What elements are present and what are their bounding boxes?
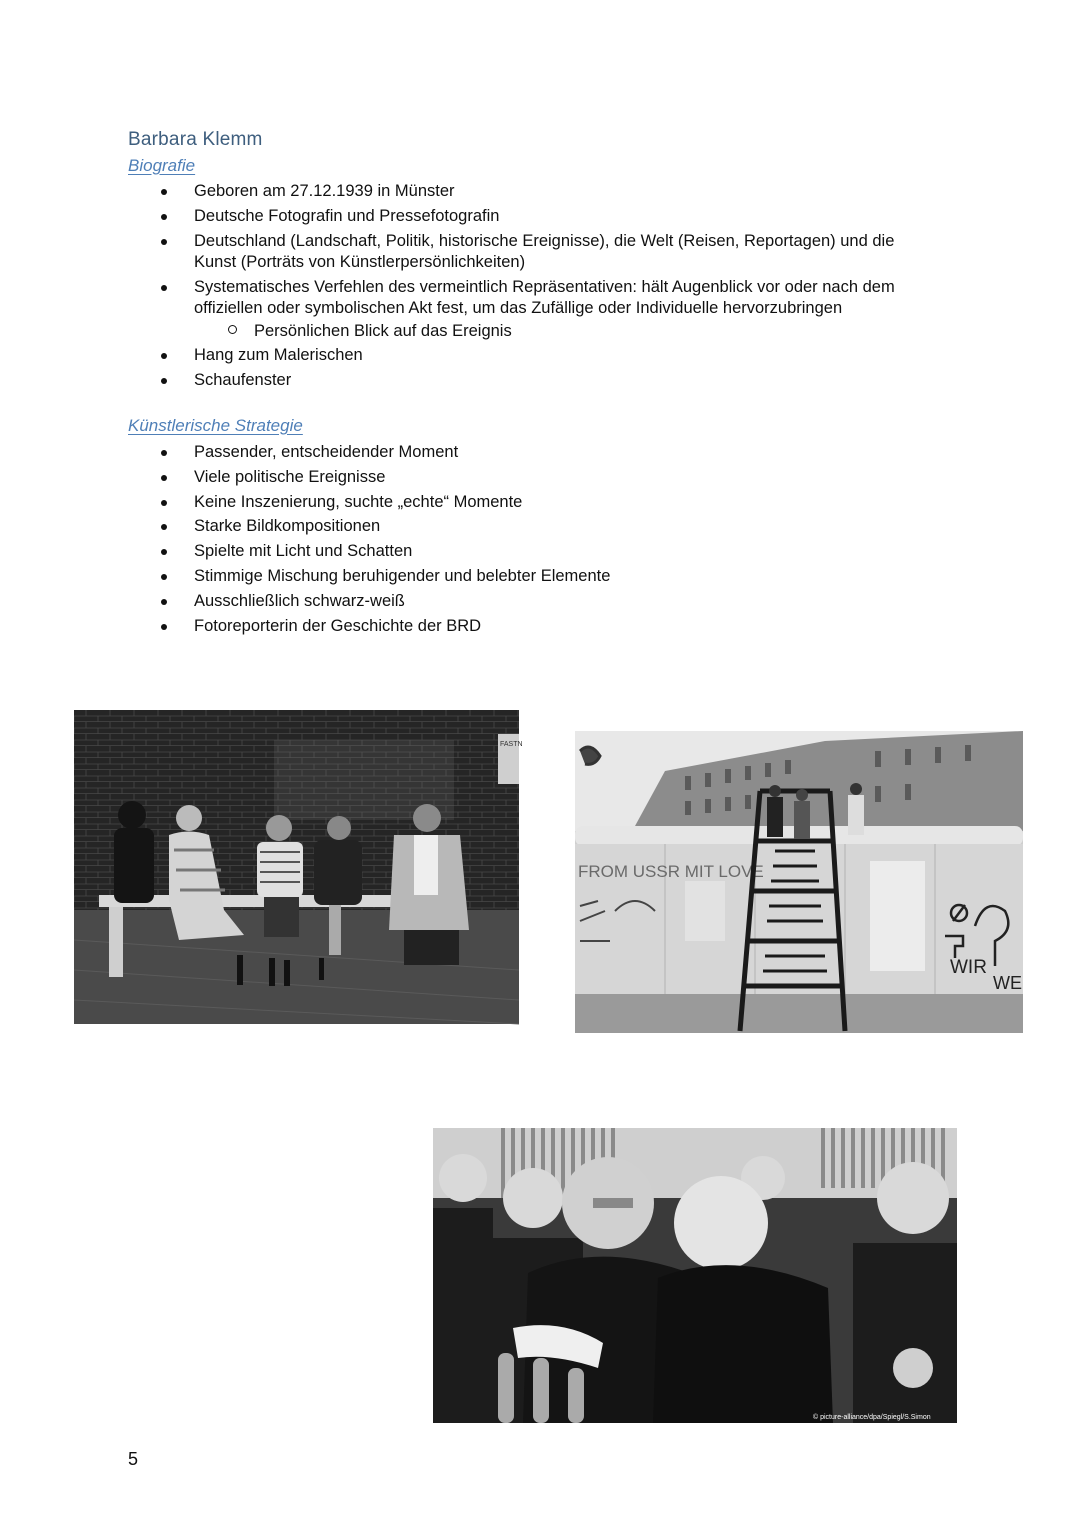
- list-item: Ausschließlich schwarz-weiß: [0, 591, 610, 613]
- list-item: Passender, entscheidender Moment: [0, 442, 610, 464]
- page-number: 5: [128, 1449, 139, 1469]
- bullet-icon: [161, 189, 167, 195]
- bullet-icon: [161, 500, 167, 506]
- list-item: Spielte mit Licht und Schatten: [0, 541, 610, 563]
- biography-list-continued: [0, 345, 363, 391]
- list-item: Starke Bildkompositionen: [0, 516, 610, 538]
- bullet-icon: [161, 599, 167, 605]
- list-item: Viele politische Ereignisse: [0, 467, 610, 489]
- list-item: Systematisches Verfehlen des vermeintlich Repräsentativen: hält Augenblick vor oder nach dem offiziellen oder symbolischen Akt fest, um das Zufällige oder Individuelle hervorzubringen: [0, 277, 1080, 320]
- bullet-icon: [161, 574, 167, 580]
- photo-berlin-wall: [575, 731, 1023, 1033]
- section-title-biography: Biografie: [128, 156, 196, 175]
- photo-bench-group: [74, 710, 523, 1024]
- photo-credit: © picture-alliance/dpa/Spiegl/S.Simon: [813, 1414, 931, 1421]
- list-item: Deutschland (Landschaft, Politik, historische Ereignisse), die Welt (Reisen, Reportagen) und die Kunst (Porträts von Künstlerpersönlichkeiten): [0, 231, 1080, 274]
- strategy-list: [0, 442, 610, 637]
- bullet-icon: [161, 624, 167, 630]
- page-title: Barbara Klemm: [128, 129, 263, 150]
- list-item: Keine Inszenierung, suchte „echte“ Momente: [0, 492, 610, 514]
- list-item: Geboren am 27.12.1939 in Münster: [0, 181, 1080, 203]
- bullet-icon: [161, 285, 167, 291]
- section-title-strategy: Künstlerische Strategie: [128, 416, 303, 435]
- list-item: Deutsche Fotografin und Pressefotografin: [0, 206, 1080, 228]
- list-item: Schaufenster: [0, 370, 363, 392]
- poster-text: FASTN: [500, 741, 523, 748]
- biography-list: [0, 181, 1080, 320]
- bullet-icon: [161, 475, 167, 481]
- bullet-icon: [161, 214, 167, 220]
- graffiti-text: FROM USSR MIT LOVE: [578, 862, 764, 881]
- bullet-icon: [161, 450, 167, 456]
- photo-brotherly-kiss: [433, 1128, 957, 1423]
- list-item: Hang zum Malerischen: [0, 345, 363, 367]
- bullet-icon: [161, 378, 167, 384]
- bullet-icon: [161, 239, 167, 245]
- bullet-icon: [161, 524, 167, 530]
- graffiti-text-3: WE: [993, 973, 1022, 993]
- sub-list-item: Persönlichen Blick auf das Ereignis: [228, 321, 512, 342]
- circle-bullet-icon: [228, 325, 237, 334]
- list-item: Stimmige Mischung beruhigender und belebter Elemente: [0, 566, 610, 588]
- bullet-icon: [161, 549, 167, 555]
- bullet-icon: [161, 353, 167, 359]
- graffiti-text-2: WIR: [950, 957, 987, 978]
- list-item: Fotoreporterin der Geschichte der BRD: [0, 616, 610, 638]
